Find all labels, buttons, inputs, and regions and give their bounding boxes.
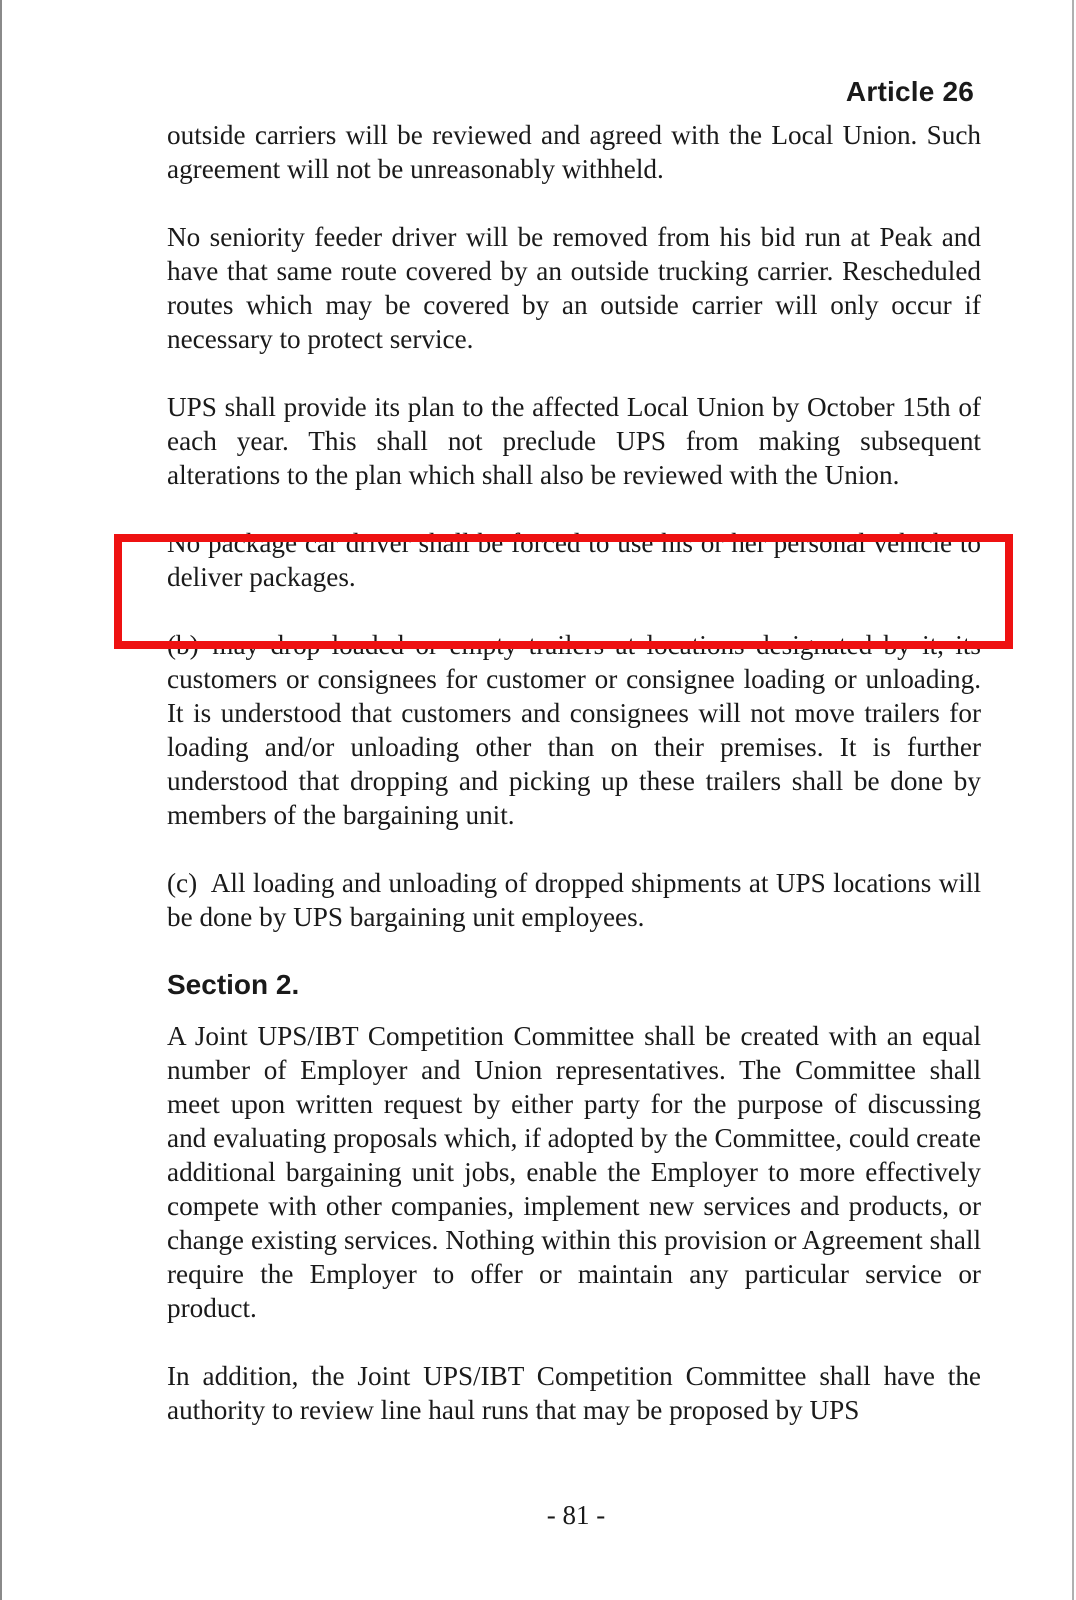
- article-header: Article 26: [845, 76, 974, 107]
- paragraph-outside-carriers: outside carriers will be reviewed and agreed with the Local Union. Such agreement will not be unreasonably withheld.: [167, 120, 981, 184]
- section-heading: Section 2.: [167, 969, 300, 1000]
- paragraph-ups-plan: UPS shall provide its plan to the affected Local Union by October 15th of each year. This shall not preclude UPS from making subsequent alterations to the plan which shall also be reviewed with the Union.: [167, 392, 981, 490]
- paragraph-package-car-driver: No package car driver shall be forced to use his or her personal vehicle to deliver packages.: [167, 528, 981, 592]
- paragraph-competition-committee: A Joint UPS/IBT Competition Committee shall be created with an equal number of Employer and Union representatives. The Committee shall meet upon written request by either party for the purpose of discussing and evaluating proposals which, if adopted by the Committee, could create additional bargaining unit jobs, enable the Employer to more effectively compete with other companies, implement new services and products, or change existing services. Nothing within this provision or Agreement shall require the Employer to offer or maintain any particular service or product.: [167, 1021, 981, 1323]
- page-body: [167, 118, 981, 1461]
- paragraph-b-drop-trailers: (b) may drop loaded or empty trailers at locations designated by it, its customers or consignees for customer or consignee loading or unloading. It is understood that customers and consignees will not move trailers for loading and/or unloading other than on their premises. It is further understood that dropping and picking up these trailers shall be done by members of the bargaining unit.: [167, 630, 981, 830]
- page-number: - 81 -: [546, 1500, 606, 1530]
- paragraph-seniority-feeder-driver: No seniority feeder driver will be removed from his bid run at Peak and have that same route covered by an outside trucking carrier. Rescheduled routes which may be covered by an outside carrier will only occur if necessary to protect service.: [167, 222, 981, 354]
- paragraph-c-loading-unloading: (c) All loading and unloading of dropped shipments at UPS locations will be done by UPS bargaining unit employees.: [167, 868, 981, 932]
- paragraph-in-addition: In addition, the Joint UPS/IBT Competition Committee shall have the authority to review line haul runs that may be proposed by UPS: [167, 1361, 981, 1425]
